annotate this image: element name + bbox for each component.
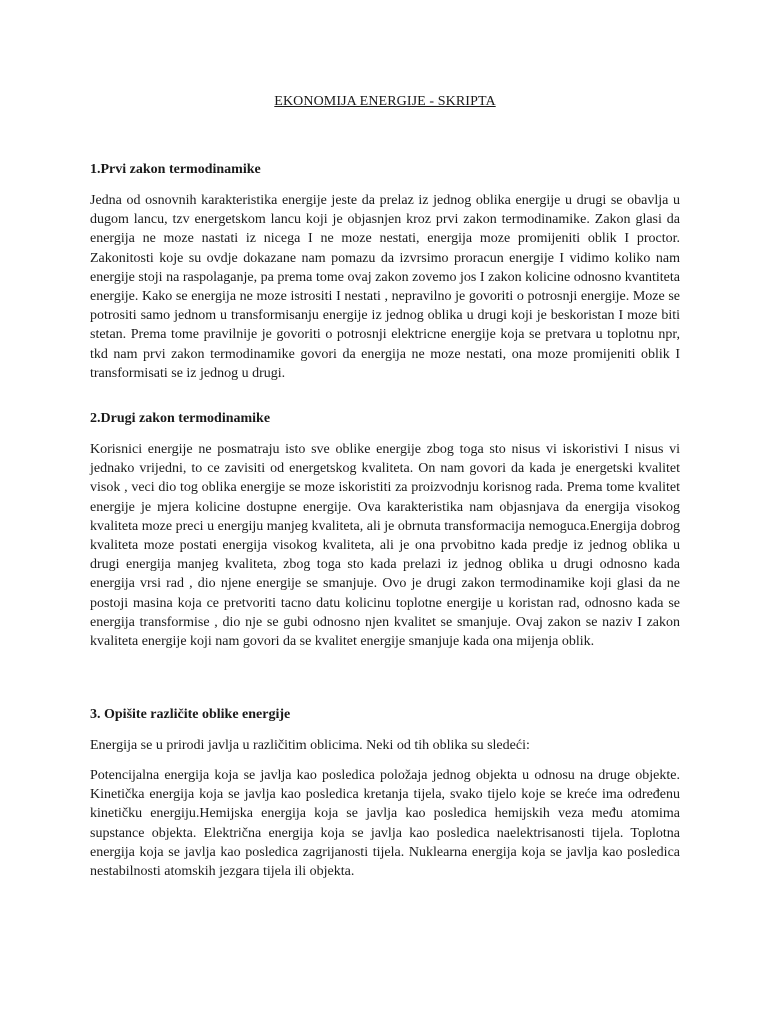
section-2-paragraph: Korisnici energije ne posmatraju isto sve oblike energije zbog toga sto nisus vi iskoristivi I nisus vi jednako vrijedni, to ce zavisiti od energetskog kvaliteta. On nam govori da kada je energetski kvalitet visok , veci dio tog oblika energije se moze iskoristiti za proizvodnju korisnog rada. Prema tome kvalitet energije je mjera kolicine dostupne energije. Ova karakteristika nam objasnjava da energija visokog kvaliteta moze preci u energiju manjeg kvaliteta, ali je obrnuta transformacija nemoguca.Energija dobrog kvaliteta moze postati energija visokog kvaliteta, ali je ona prvobitno kada predje iz jednog oblika u drugi energija manjeg kvaliteta, zbog toga sto kada prelazi iz jednog oblika u drugi odnosno kada energija vrsi rad , dio njene energije se smanjuje. Ovo je drugi zakon termodinamike koji glasi da ne postoji masina koja ce pretvoriti tacno datu kolicinu toplotne energije u koristan rad, odnosno kada se energija transformise , dio nje se gubi odnosno njen kvalitet se smanjuje. Ovaj zakon se naziv I zakon kvaliteta energije koji nam govori da se kvalitet energije smanjuje kada ona mijenja oblik. (90, 442, 680, 650)
section-heading-1: 1.Prvi zakon termodinamike (90, 162, 261, 177)
section-1-paragraph: Jedna od osnovnih karakteristika energije jeste da prelaz iz jednog oblika energije u drugi se obavlja u dugom lancu, tzv energetskom lancu koji je objasnjen kroz prvi zakon termodinamike. Zakon glasi da energija ne moze nastati iz nicega I ne moze nestati, energija moze promijeniti oblik I proctor. Zakonitosti koje su ovdje dokazane nam pomazu da izvrsimo proracun energije I vidimo koliko nam energije stoji na raspolaganje, pa prema tome ovaj zakon zovemo jos I zakon kolicine odnosno kvantiteta energije. Kako se energija ne moze istrositi I nestati , nepravilno je govoriti o potrosnji energije. Moze se potrositi samo jednom u transformisanju energije iz jednog oblika u drugi koji je beskoristan I moze biti stetan. Prema tome pravilnije je govoriti o potrosnji elektricne energije koja se pretvara u toplotnu npr, tkd nam prvi zakon termodinamike govori da energija ne moze nestati, ona moze promijeniti oblik I transformisati se iz jednog u drugi. (90, 193, 680, 381)
section-heading-2: 2.Drugi zakon termodinamike (90, 411, 271, 426)
document-title: EKONOMIJA ENERGIJE - SKRIPTA (274, 94, 496, 109)
section-heading-3: 3. Opišite različite oblike energije (90, 707, 291, 722)
section-3-intro: Energija se u prirodi javlja u različitim oblicima. Neki od tih oblika su sledeći: (90, 738, 530, 753)
section-3-paragraph: Potencijalna energija koja se javlja kao posledica položaja jednog objekta u odnosu na druge objekte. Kinetička energija koja se javlja kao posledica kretanja tijela, svako tijelo koje se kreće ima određenu kinetičku energiju.Hemijska energija koja se javlja kao posledica hemijskih veza među atomima supstance objekta. Električna energija koja se javlja kao posledica naelektrisanosti tijela. Toplotna energija koja se javlja kao posledica zagrijanosti tijela. Nuklearna energija koja se javlja kao posledica nestabilnosti atomskih jezgara tijela ili objekta. (90, 768, 680, 880)
